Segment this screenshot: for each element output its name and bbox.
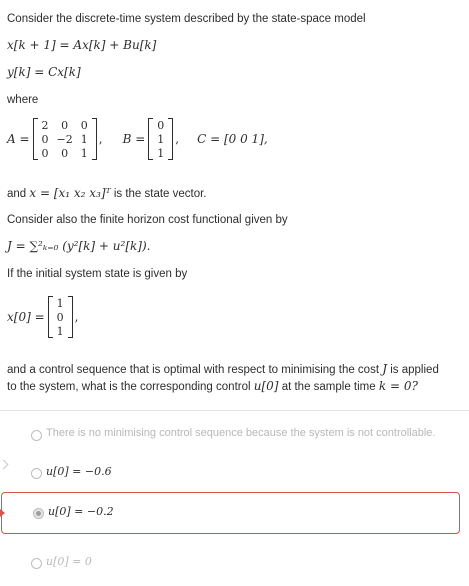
- initial-state-intro: If the initial system state is given by: [7, 268, 188, 280]
- output-equation: y[k] = Cx[k]: [7, 65, 81, 79]
- option-label: There is no minimising control sequence because the system is not controllable.: [46, 427, 436, 439]
- state-vector: x = [x₁ x₂ x₃]ᵀ: [29, 186, 111, 200]
- c-matrix: C = [0 0 1],: [197, 132, 268, 146]
- a-matrix: 2 0 0 0 −2 1 0 0 1: [33, 118, 97, 160]
- radio-button[interactable]: [31, 558, 42, 569]
- state-vector-line: and x = [x₁ x₂ x₃]ᵀ is the state vector.: [7, 186, 207, 200]
- question-line-1: and a control sequence that is optimal with respect to minimising the cost J is applied: [7, 362, 439, 376]
- state-equation: x[k + 1] = Ax[k] + Bu[k]: [7, 38, 157, 52]
- divider: [0, 410, 469, 411]
- answer-option-4[interactable]: [0, 546, 458, 580]
- question-intro: Consider the discrete-time system described by the state-space model: [7, 13, 366, 25]
- radio-button[interactable]: [33, 508, 44, 519]
- where-text: where: [7, 94, 39, 106]
- option-label: u[0] = −0.2: [48, 505, 114, 518]
- answer-option-1[interactable]: [0, 418, 458, 452]
- initial-state: x[0] = 1 0 1 ,: [7, 296, 79, 338]
- x0-label: x[0] =: [7, 310, 45, 324]
- b-matrix: 0 1 1: [148, 118, 173, 160]
- radio-button[interactable]: [31, 468, 42, 479]
- radio-button[interactable]: [31, 430, 42, 441]
- option-label: u[0] = −0.6: [46, 465, 112, 478]
- question-line-2: to the system, what is the corresponding control u[0] at the sample time k = 0?: [7, 379, 418, 393]
- matrices-row: A = 2 0 0 0 −2 1 0 0 1 , B = 0 1 1 , C = [0 0 1],: [7, 118, 268, 160]
- x0-vector: 1 0 1: [48, 296, 73, 338]
- option-label: u[0] = 0: [46, 555, 92, 568]
- cost-functional: J = ∑²ₖ₌₀ (y²[k] + u²[k]).: [7, 239, 151, 253]
- b-matrix-label: B =: [122, 132, 146, 146]
- cost-intro: Consider also the finite horizon cost functional given by: [7, 214, 288, 226]
- answer-option-3[interactable]: [1, 492, 460, 534]
- answer-option-2[interactable]: [0, 456, 458, 490]
- a-matrix-label: A =: [7, 132, 30, 146]
